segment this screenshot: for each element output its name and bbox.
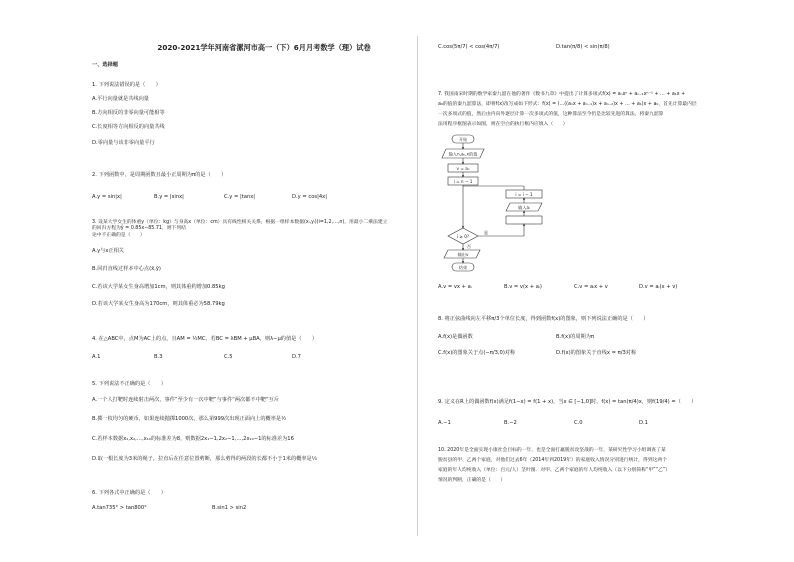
flow-end-label: 结束 (458, 265, 468, 270)
q2-option-a: A.y = sin|x| (92, 194, 122, 200)
q10-stem-line2: 脱贫县的甲、乙两个家庭，对他们过去6年（2014年到2019年）的家庭收入情况分别进行统计，得到这两个 (438, 458, 667, 463)
q6-option-d: D.tan(π/8) < sin(π/8) (556, 44, 610, 50)
q10-stem-line4: 情况的判断，正确的是（ ） (438, 478, 506, 483)
section-heading: 一、选择题 (92, 62, 118, 68)
q5-option-a: A.一个人打靶时连续射击两次，事件“至少有一次中靶”与事件“两次都不中靶”互斥 (92, 397, 280, 403)
flow-input2-label: 输入aᵢ (518, 205, 530, 210)
q4-option-c: C.5 (224, 354, 233, 360)
q1-stem: 1. 下列说法错误的是（ ） (92, 82, 161, 88)
q7-stem-line4: 法用程序框图表示如图，则在空白的执行框内应填入（ ） (438, 122, 568, 127)
q4-stem: 4. 在△ABC中，点M为AC上的点，且AM = ½MC，若BC = λBM + μBA，则λ−μ的值是（ ） (92, 336, 318, 342)
q9-stem: 9. 定义在R上的偶函数f(x)满足f(1−x) = f(1 + x)，当x ∈ [−1,0]时，f(x) = tan(π/4)x，则f(19/4) =（ ） (438, 399, 697, 405)
q3-option-b: B.回归直线过样本中心点(x̄,ȳ) (92, 266, 161, 272)
flow-v-label: v = aₙ (456, 166, 470, 171)
q8-option-b: B.f(x)的周期为π (556, 334, 595, 340)
q5-option-c: C.若样本数据x₁,x₂,…,x₁₀的标准差为8，则数据2x₁−1,2x₂−1,…,2x₁₀−1的标准差为16 (92, 436, 294, 442)
q3-stem-line2: 论中不正确的是（ ） (92, 233, 145, 238)
right-column (434, 0, 734, 562)
flow-cond-label: i ≥ 0? (456, 234, 470, 239)
q9-option-c: C.0 (574, 420, 583, 426)
q6-option-b: B.sin1 > sin2 (212, 505, 247, 511)
q9-option-d: D.1 (639, 420, 648, 426)
left-column (84, 0, 394, 562)
q4-option-a: A.1 (92, 354, 101, 360)
flow-start-label: 开始 (458, 137, 468, 142)
q7-option-b: B.v = v(x + aᵢ) (504, 284, 542, 290)
q7-stem-line3: 一次多项式的值，然后由内向外逐层计算一次多项式的值，这种算法至今仍是比较先进的算法，将秦九韶算 (438, 112, 664, 117)
page-title: 2020-2021学年河南省漯河市高一（下）6月月考数学（理）试卷 (157, 43, 371, 52)
q2-option-b: B.y = |sinx| (154, 194, 184, 200)
q1-option-a: A.平行向量就是共线向量 (92, 96, 149, 102)
flow-no-label: 否 (466, 244, 472, 249)
q3-option-c: C.若该大学某女生身高增加1cm，则其体重约增加0.85kg (92, 284, 225, 290)
q7-option-d: D.v = aᵢ(x + v) (639, 284, 678, 290)
q2-option-c: C.y = |tanx| (224, 194, 256, 200)
flowchart-diagram (436, 132, 566, 274)
flow-input-label: 输入n,aₙ,x的值 (448, 151, 478, 157)
flow-blank-box (506, 216, 542, 224)
q8-option-a: A.f(x)是偶函数 (438, 334, 473, 340)
q10-stem-line3: 家庭的年人均纯收入（单位：百元/人）茎叶图．对甲、乙两个家庭的年人均纯收入（以下分别简称“甲”“乙”） (438, 468, 671, 473)
q1-option-c: C.长度相等方向相反的向量共线 (92, 124, 165, 130)
q7-option-a: A.v = vx + aᵢ (438, 284, 472, 290)
q6-stem: 6. 下列各式中正确的是（ ） (92, 490, 167, 496)
q7-stem-line1: 7. 我国南宋时期的数学家秦九韶在他的著作《数书九章》中提出了计算多项式f(x) = aₙxⁿ + aₙ₋₁xⁿ⁻¹ + … + a₁x + (438, 92, 686, 97)
q4-option-b: B.3 (154, 354, 163, 360)
q4-option-d: D.7 (292, 354, 301, 360)
q10-stem-line1: 10. 2020年是全面实现小康社会目标的一年，也是全面打赢脱贫攻坚战的一年，某研究性学习小组调查了某 (438, 448, 666, 453)
flow-i-label: i = n − 1 (453, 179, 473, 184)
q6-option-a: A.tan735° > tan800° (92, 505, 147, 511)
q8-stem: 8. 将正弦曲线向左平移π/3个单位长度，得到函数f(x)的图象，则下列说法正确的是（ ） (438, 316, 649, 322)
q8-option-c: C.f(x)的图象关于点(−π/3,0)对称 (438, 350, 516, 356)
flow-output-label: 输出v (457, 252, 469, 257)
q5-option-b: B.掷一枚均匀的硬币，如果连续抛掷1000次，那么第999次出现正面向上的概率是½ (92, 416, 287, 422)
q7-option-c: C.v = aᵢx + v (574, 284, 608, 290)
q8-option-d: D.f(x)的图象关于直线x = π/3对称 (556, 350, 637, 356)
q2-stem: 2. 下列函数中，是周期函数且最小正周期为π的是（ ） (92, 172, 227, 178)
q6-option-c: C.cos(5π/7) < cos(4π/7) (438, 44, 500, 50)
q2-option-d: D.y = cos|4x| (292, 194, 327, 200)
q3-option-d: D.若该大学某女生身高为170cm，则其体重必为58.79kg (92, 301, 225, 307)
flow-dec-label: i = i − 1 (515, 192, 533, 197)
q7-stem-line2: a₀的值的秦九韶算法，即将f(x)改写成如下形式：f(x) = (…((aₙx + aₙ₋₁)x + aₙ₋₂)x + … + a₁)x + a₀，首先计算最内层 (438, 102, 697, 107)
q9-option-a: A.−1 (438, 420, 451, 426)
q1-option-d: D.零向量与该非零向量平行 (92, 140, 155, 146)
q9-option-b: B.−2 (504, 420, 517, 426)
flow-yes-label: 是 (483, 230, 489, 235)
q3-stem-line1: 3. 设某大学女生的体重y（单位：kg）与身高x（单位：cm）具有线性相关关系，根据一组样本数据(xᵢ,yᵢ)(i=1,2,…,n)，用最小二乘法建立的回归方程为ŷ = 0.85x−85.71，则下列结 (92, 220, 388, 232)
q5-stem: 5. 下列说法不正确的是（ ） (92, 381, 167, 387)
q3-option-a: A.y与x正相关 (92, 248, 124, 254)
q1-option-b: B.方向相反的非零向量可能相等 (92, 110, 165, 116)
q5-option-d: D.取一根长度为3米的绳子，拉直后在任意位置剪断，那么剪得的两段的长都不小于1米的概率是⅓ (92, 456, 317, 462)
column-divider (417, 36, 418, 536)
